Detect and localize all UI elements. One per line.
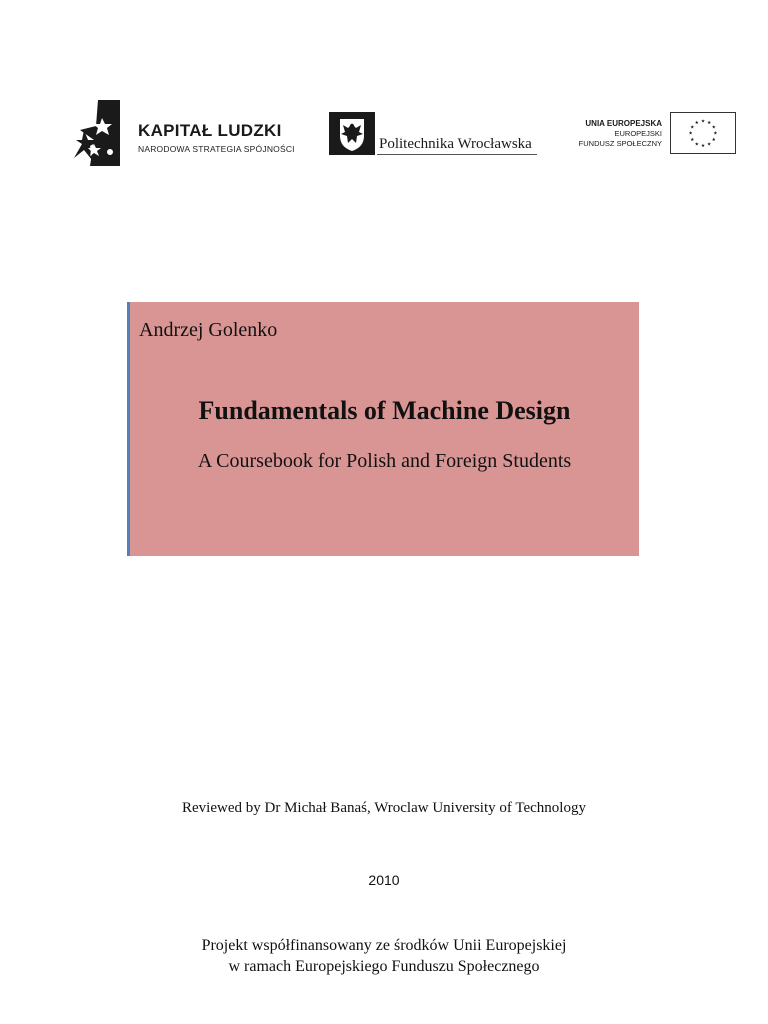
eu-star: ★ — [694, 120, 699, 126]
eu-star: ★ — [690, 137, 695, 143]
eu-star: ★ — [690, 125, 695, 131]
eu-star: ★ — [713, 131, 718, 137]
politechnika-name: Politechnika Wrocławska — [379, 136, 532, 152]
eu-star: ★ — [707, 142, 712, 148]
book-title: Fundamentals of Machine Design — [198, 396, 571, 425]
politechnika-underline — [377, 154, 537, 155]
kapital-ludzki-title: KAPITAŁ LUDZKI — [138, 121, 282, 140]
kapital-ludzki-star-icon — [72, 100, 122, 166]
eu-star: ★ — [694, 142, 699, 148]
eu-star: ★ — [707, 120, 712, 126]
eu-line-3: FUNDUSZ SPOŁECZNY — [578, 139, 662, 148]
eu-star: ★ — [700, 144, 706, 150]
eu-logo — [566, 112, 738, 156]
book-subtitle: A Coursebook for Polish and Foreign Students — [197, 450, 572, 472]
author-name: Andrzej Golenko — [139, 319, 278, 341]
kapital-ludzki-logo — [72, 100, 302, 166]
eu-line-2: EUROPEJSKI — [614, 129, 662, 138]
reviewer-line: Reviewed by Dr Michał Banaś, Wroclaw University of Technology — [182, 800, 586, 816]
project-line-1: Projekt współfinansowany ze środków Unii Europejskiej — [201, 937, 567, 954]
eu-star: ★ — [688, 131, 693, 137]
eu-star: ★ — [700, 119, 706, 125]
eu-flag-stars-icon — [670, 112, 736, 154]
project-line-2: w ramach Europejskiego Funduszu Społecznego — [228, 958, 540, 975]
eu-star: ★ — [711, 125, 716, 131]
eu-line-1: UNIA EUROPEJSKA — [585, 119, 662, 128]
politechnika-logo — [329, 112, 541, 156]
project-funding-note — [0, 935, 768, 977]
kapital-ludzki-subtitle: NARODOWA STRATEGIA SPÓJNOŚCI — [138, 144, 295, 154]
cover-title-box — [127, 302, 639, 556]
publication-year: 2010 — [368, 872, 400, 888]
eagle-crest-icon — [329, 112, 375, 155]
eu-star: ★ — [711, 137, 716, 143]
eu-text-block — [579, 118, 662, 149]
